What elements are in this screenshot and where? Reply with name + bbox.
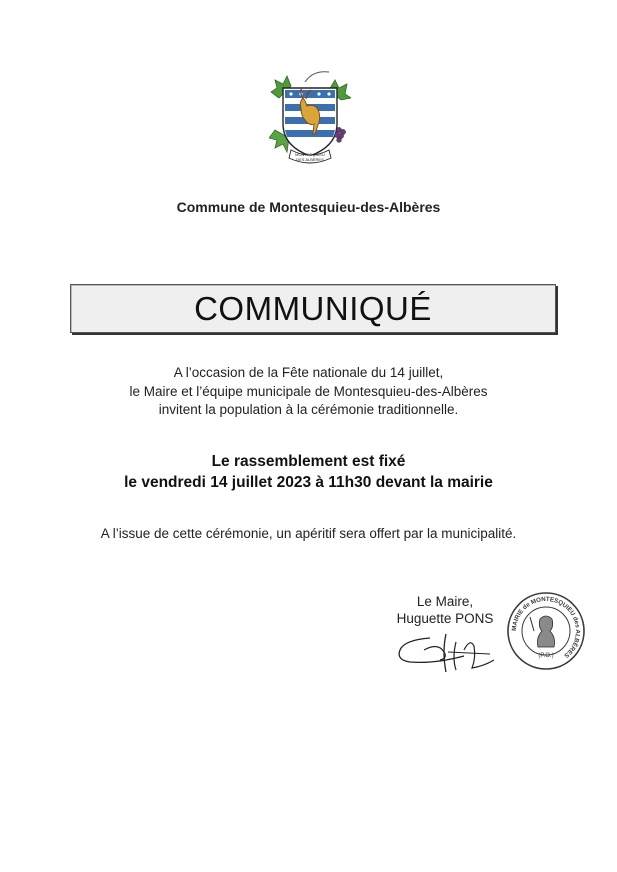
town-hall-seal-icon <box>506 591 586 671</box>
signatory-role: Le Maire, <box>416 594 474 609</box>
signatory-name: Huguette PONS <box>396 611 494 626</box>
coat-of-arms-icon <box>269 68 351 168</box>
crest-ribbon-line1: MONTESQUIEU <box>295 152 325 157</box>
commune-name: Commune de Montesquieu-des-Albères <box>176 199 441 215</box>
handwritten-signature <box>394 628 504 678</box>
meeting-announcement <box>0 451 617 493</box>
crest-ribbon-line2: DES ALBÈRES <box>296 157 324 162</box>
aperitif-notice: A l’issue de cette cérémonie, un apéritif sera offert par la municipalité. <box>100 526 517 541</box>
title-banner <box>70 284 556 333</box>
intro-line-2: le Maire et l’équipe municipale de Montesquieu-des-Albères <box>129 383 488 399</box>
meeting-line-1: Le rassemblement est fixé <box>211 453 406 470</box>
intro-line-3: invitent la population à la cérémonie traditionnelle. <box>158 402 459 417</box>
meeting-line-2: le vendredi 14 juillet 2023 à 11h30 devant la mairie <box>124 474 493 491</box>
intro-line-1: A l’occasion de la Fête nationale du 14 juillet, <box>173 365 444 380</box>
intro-paragraph <box>0 364 617 420</box>
page-title: COMMUNIQUÉ <box>194 289 432 327</box>
seal-bottom-text: (P.O.) <box>538 653 554 659</box>
signatory-block <box>380 593 510 627</box>
seal-ring-text: MAIRIE de MONTESQUIEU des ALBÈRES <box>510 595 582 660</box>
